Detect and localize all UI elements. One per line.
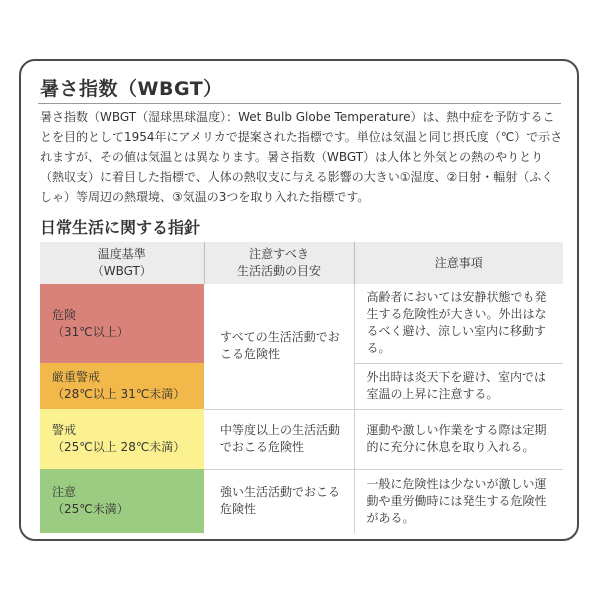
table-row [40, 409, 563, 469]
section-title: 日常生活に関する指針 [40, 218, 201, 237]
level-range: （25℃以上 28℃未満） [52, 440, 186, 454]
guideline-table [40, 242, 563, 533]
level-label: 厳重警戒 [52, 370, 101, 384]
wbgt-info-card [19, 59, 579, 541]
header-temperature-criteria: 温度基準 （WBGT） [40, 242, 204, 284]
note-cell: 高齢者においては安静状態でも発生する危険性が大きい。外出はなるべく避け、涼しい室内に移動する。 [354, 284, 563, 363]
title-divider [38, 103, 561, 104]
level-range: （25℃未満） [52, 502, 129, 516]
level-range: （28℃以上 31℃未満） [52, 387, 186, 401]
wbgt-description: 暑さ指数（WBGT（湿球黒球温度）：Wet Bulb Globe Temperature）は、熱中症を予防することを目的として1954年にアメリカで提案された指標です。単位は気温と同じ摂氏度（℃）で示されますが、その値は気温とは異なります。暑さ指数（WBGT）は人体と外気との熱のやりとり（熱収支）に着目した指標で、人体の熱収支に与える影響の大きい①湿度、②日射・輻射（ふくしゃ）等周辺の熱環境、③気温の3つを取り入れた指標です。 [40, 110, 563, 204]
level-caution-cell [40, 469, 204, 533]
note-cell: 外出時は炎天下を避け、室内では室温の上昇に注意する。 [354, 363, 563, 409]
table-header-row [40, 242, 563, 284]
header-precautions: 注意事項 [354, 242, 563, 284]
level-range: （31℃以上） [52, 324, 129, 339]
level-label: 警戒 [52, 423, 77, 437]
note-cell: 運動や激しい作業をする際は定期的に充分に休息を取り入れる。 [354, 409, 563, 469]
note-cell: 一般に危険性は少ないが激しい運動や重労働時には発生する危険性がある。 [366, 476, 547, 525]
level-label: 危険 [52, 307, 77, 322]
level-severe-warning-cell [40, 363, 204, 409]
activity-cell: 中等度以上の生活活動でおこる危険性 [204, 409, 354, 469]
level-label: 注意 [52, 485, 77, 499]
level-warning-cell [40, 409, 204, 469]
card-title: 暑さ指数（WBGT） [40, 78, 223, 100]
header-activity-guideline: 注意すべき 生活活動の目安 [204, 242, 354, 284]
activity-cell: すべての生活活動でおこる危険性 [204, 284, 354, 409]
level-danger-cell [40, 284, 204, 363]
table-row [40, 284, 563, 363]
activity-cell: 強い生活活動でおこる危険性 [204, 469, 354, 533]
table-row [40, 469, 563, 533]
